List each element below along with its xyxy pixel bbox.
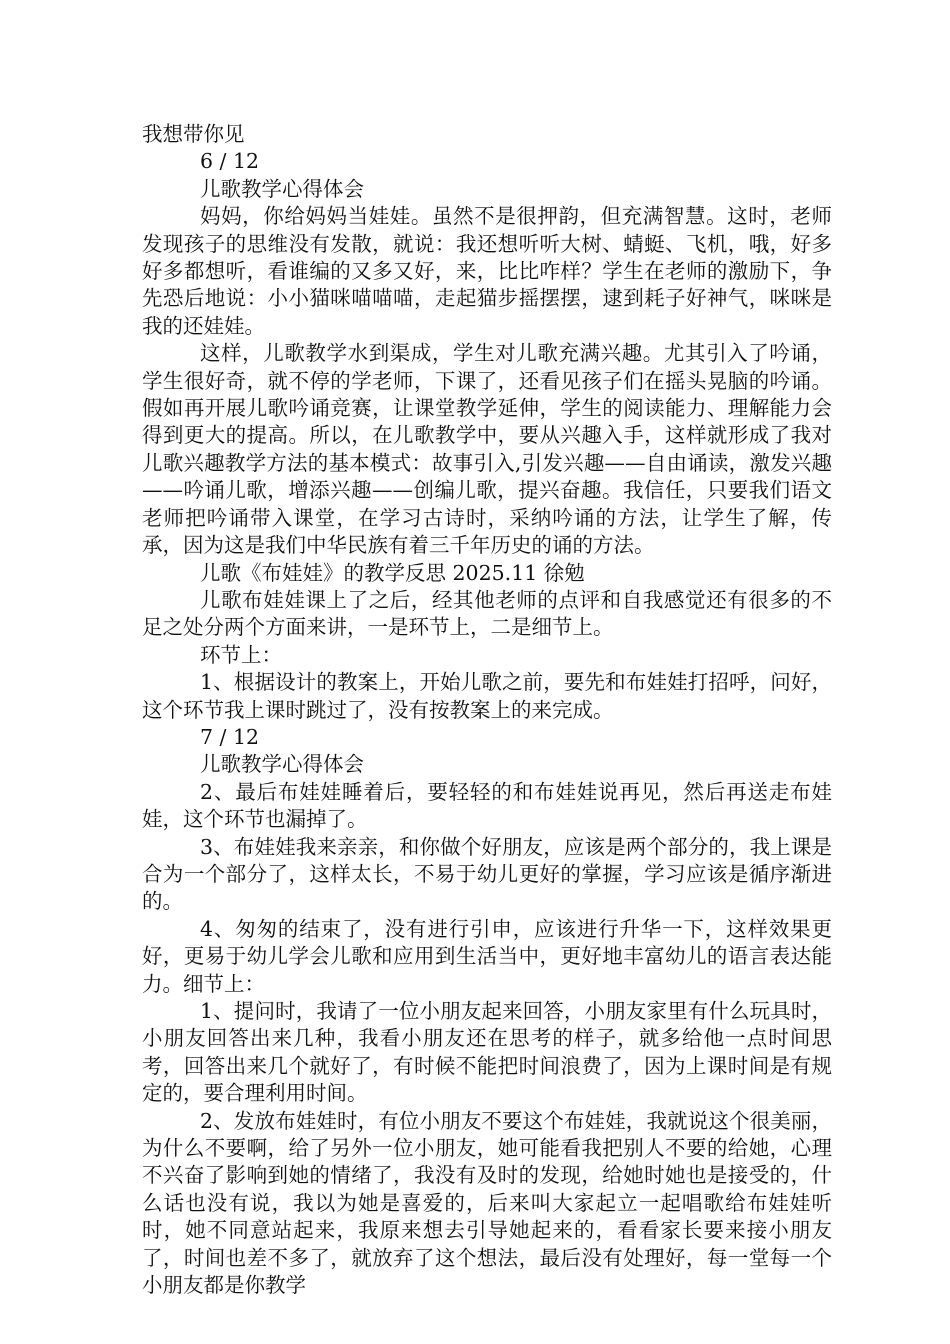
section-heading-rag-doll-reflection: 儿歌《布娃娃》的教学反思 2025.11 徐勉 — [200, 560, 585, 585]
running-header-title: 儿歌教学心得体会 — [200, 752, 364, 777]
subheading-procedure: 环节上： — [200, 642, 282, 667]
paragraph-mama-dolls: 妈妈，你给妈妈当娃娃。虽然不是很押韵，但充满智慧。这时，老师发现孩子的思维没有发散，就说：我还想听听大树、蜻蜓、飞机，哦，好多好多都想听，看谁编的又多又好，来，比比咋样？学生在老师的激励下，争先恐后地说：小小猫咪喵喵喵，走起猫步摇摆摆，逮到耗子好神气，咪咪是我的还娃娃。 — [142, 204, 832, 338]
paragraph-intro-fragment: 我想带你见 — [142, 122, 245, 146]
page-number-6: 6 / 12 — [200, 149, 260, 174]
list-item-procedure-3: 3、布娃娃我来亲亲，和你做个好朋友，应该是两个部分的，我上课是合为一个部分了，这样太长，不易于幼儿更好的掌握，学习应该是循序渐进的。 — [142, 834, 832, 914]
running-header-title: 儿歌教学心得体会 — [200, 176, 364, 201]
list-item-procedure-4: 4、匆匆的结束了，没有进行引申，应该进行升华一下，这样效果更好，更易于幼儿学会儿歌和应用到生活当中，更好地丰富幼儿的语言表达能力。细节上： — [142, 916, 832, 996]
page-number-7: 7 / 12 — [200, 724, 260, 749]
list-item-detail-2: 2、发放布娃娃时，有位小朋友不要这个布娃娃，我就说这个很美丽，为什么不要啊，给了另外一位小朋友，她可能看我把别人不要的给她，心理不兴奋了影响到她的情绪了，我没有及时的发现，给她时她也是接受的，什么话也没有说，我以为她是喜爱的，后来叫大家起立一起唱歌给布娃娃听时，她不同意站起来，我原来想去引导她起来的，看看家长要来接小朋友了，时间也差不多了，就放弃了这个想法，最后没有处理好，每一堂每一个小朋友都是你教学 — [142, 1108, 832, 1298]
paragraph-chanting-method: 这样，儿歌教学水到渠成，学生对儿歌充满兴趣。尤其引入了吟诵，学生很好奇，就不停的学老师，下课了，还看见孩子们在摇头晃脑的吟诵。假如再开展儿歌吟诵竞赛，让课堂教学延伸，学生的阅读能力、理解能力会得到更大的提高。所以，在儿歌教学中，要从兴趣入手，这样就形成了我对儿歌兴趣教学方法的基本模式：故事引入,引发兴趣——自由诵读，激发兴趣——吟诵儿歌，增添兴趣——创编儿歌，提兴奋趣。我信任，只要我们语文老师把吟诵带入课堂，在学习古诗时，采纳吟诵的方法，让学生了解，传承，因为这是我们中华民族有着三千年历史的诵的方法。 — [142, 341, 832, 558]
paragraph-reflection-intro: 儿歌布娃娃课上了之后，经其他老师的点评和自我感觉还有很多的不足之处分两个方面来讲，一是环节上，二是细节上。 — [142, 587, 832, 640]
document-body — [142, 121, 832, 1299]
list-item-procedure-1: 1、根据设计的教案上，开始儿歌之前，要先和布娃娃打招呼，问好，这个环节我上课时跳过了，没有按教案上的来完成。 — [142, 670, 832, 722]
list-item-procedure-2: 2、最后布娃娃睡着后，要轻轻的和布娃娃说再见，然后再送走布娃娃，这个环节也漏掉了。 — [142, 779, 832, 832]
list-item-detail-1: 1、提问时，我请了一位小朋友起来回答，小朋友家里有什么玩具时，小朋友回答出来几种，我看小朋友还在思考的样子，就多给他一点时间思考，回答出来几个就好了，有时候不能把时间浪费了，因为上课时间是有规定的，要合理利用时间。 — [142, 999, 832, 1106]
